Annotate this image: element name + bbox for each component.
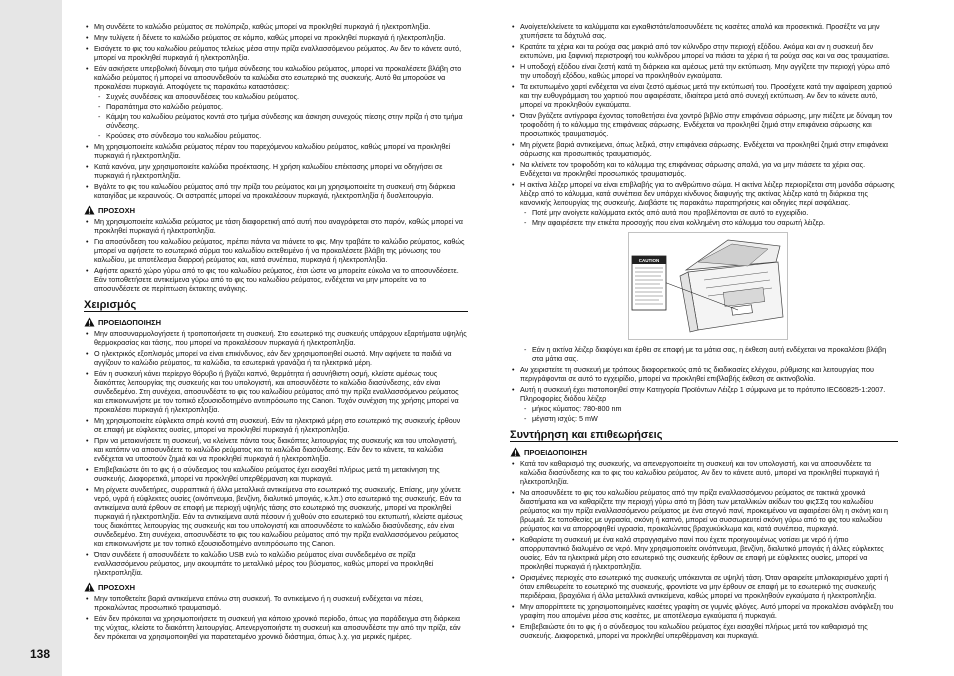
list-item: • Μη χρησιμοποιείτε καλώδια ρεύματος με τάση διαφορετική από αυτή που αναγράφεται στο παρόν, καθώς μπορεί να προκληθεί πυρκαγιά ή ηλεκτροπληξία. xyxy=(84,217,468,235)
sub-list-item: - μέγιστη ισχύς: 5 mW xyxy=(520,414,898,423)
list-item: • Ανοίγετε/κλείνετε τα καλύμματα και εγκαθιστάτε/αποσυνδέετε τις κασέτες απαλά και προσεκτικά. Προσέξτε να μην χτυπήσετε τα δάχτυλά σας. xyxy=(510,22,898,40)
left-column xyxy=(84,22,468,643)
right-column xyxy=(510,22,898,642)
page-number: 138 xyxy=(30,647,51,661)
warning-label xyxy=(84,317,468,327)
list-item: • Για αποσύνδεση του καλωδίου ρεύματος, πρέπει πάντα να πιάνετε το φις. Μην τραβάτε το καλώδιο ρεύματος, καθώς μπορεί να αφήσετε το εσωτερικό σύρμα του καλωδίου εκτεθειμένο ή να προκαλέσετε βλάβη της μόνωσης του καλωδίου, με αποτέλεσμα διαρροή ρεύματος και, κατά συνέπεια, πυρκαγιά ή ηλεκτροπληξία. xyxy=(84,237,468,264)
list-item: • Κατά τον καθαρισμό της συσκευής, να απενεργοποιείτε τη συσκευή και τον υπολογιστή, και να αποσυνδέετε τα καλώδια διασύνδεσης και το φις του καλωδίου ρεύματος. Αν δεν το κάνετε αυτό, μπορεί να προκληθεί πυρκαγιά ή ηλεκτροπληξία. xyxy=(510,459,898,486)
list-item: • Κατά κανόνα, μην χρησιμοποιείτε καλώδια προέκτασης. Η χρήση καλωδίου επέκτασης μπορεί να οδηγήσει σε πυρκαγιά ή ηλεκτροπληξία. xyxy=(84,162,468,180)
sub-list xyxy=(520,345,898,363)
warning-triangle-icon xyxy=(84,205,95,215)
list-item: • Μη χρησιμοποιείτε καλώδια ρεύματος πέραν του παρεχόμενου καλωδίου ρεύματος, καθώς μπορεί να προκληθεί πυρκαγιά ή ηλεκτροπληξία. xyxy=(84,142,468,160)
list-item xyxy=(510,180,898,363)
list-maintenance-warnings xyxy=(510,459,898,640)
sub-list-item: - Παραπάτημα στο καλώδιο ρεύματος. xyxy=(94,102,468,111)
list-item: • Όταν συνδέετε ή αποσυνδέετε το καλώδιο USB ενώ το καλώδιο ρεύματος είναι συνδεδεμένο σε πρίζα εναλλασσόμενου ρεύματος, μην ακουμπάτε το μεταλλικό μέρος του βύσματος, καθώς μπορεί να προκληθεί ηλεκτροπληξία. xyxy=(84,550,468,577)
list-handling-cautions xyxy=(510,22,898,423)
list-item: • Κρατάτε τα χέρια και τα ρούχα σας μακριά από τον κύλινδρο στην περιοχή εξόδου. Ακόμα και αν η συσκευή δεν εκτυπώνει, μια ξαφνική περιστροφή του κυλίνδρου μπορεί να πιάσει τα χέρια ή τα ρούχα σας και να σας τραυματίσει. xyxy=(510,42,898,60)
sub-list xyxy=(94,92,468,140)
caution-label-text: ΠΡΟΣΟΧΗ xyxy=(98,205,136,215)
sub-list xyxy=(520,208,898,227)
section-title-maintenance: Συντήρηση και επιθεωρήσεις xyxy=(510,431,898,442)
list-item: • Να αποσυνδέετε το φις του καλωδίου ρεύματος από την πρίζα εναλλασσόμενου ρεύματος σε τακτικά χρονικά διαστήματα και να καθαρίζετε την περιοχή γύρω από τη βάση των μεταλλικών ακίδων του φιςΣΣq του καλωδίου ρεύματος και την πρίζα εναλλασσόμενου ρεύματος με ένα στεγνό πανί, προκειμένου να αφαιρέσει όλη η σκόνη και η βρωμιά. Σε τοποθεσίες με υγρασία, σκόνη ή καπνό, μπορεί να συσσωρευτεί σκόνη γύρω από το φις του καλωδίου ρεύματος και να απορροφηθεί υγρασία, προκαλώντας βραχυκύκλωμα και, κατά συνέπεια, πυρκαγιά. xyxy=(510,488,898,533)
printer-laser-label-figure xyxy=(628,232,788,340)
list-item: • Όταν βγάζετε αντίγραφα έχοντας τοποθετήσει ένα χοντρό βιβλίο στην επιφάνεια σάρωσης, μην πιέζετε με δύναμη τον τροφοδότη ή το κάλυμμα της επιφάνειας σάρωσης. Ενδέχεται να προκληθεί ζημιά στην επιφάνεια σάρωσης και προσωπικός τραυματισμός. xyxy=(510,111,898,138)
list-item: • Εάν δεν πρόκειται να χρησιμοποιήσετε τη συσκευή για κάποιο χρονικό περίοδο, όπως για παράδειγμα στη διάρκεια της νύχτας, κλείστε το διακόπτη λειτουργίας. Απενεργοποιήστε τη συσκευή και αποσυνδέστε την από την πρίζα, εάν δεν πρόκειται να χρησιμοποιηθεί για παρατεταμένο χρονικό διάστημα, όπως λ.χ. για μερικές ημέρες. xyxy=(84,614,468,641)
list-item: • Μη χρησιμοποιείτε εύφλεκτα σπρέι κοντά στη συσκευή. Εάν τα ηλεκτρικά μέρη στο εσωτερικό της συσκευής έρθουν σε επαφή με εύφλεκτες ουσίες, μπορεί να προκληθεί πυρκαγιά ή ηλεκτροπληξία. xyxy=(84,416,468,434)
list-item xyxy=(84,64,468,140)
list-caution-handling xyxy=(84,594,468,641)
list-item: • Μη ρίχνετε βαριά αντικείμενα, όπως λεξικά, στην επιφάνεια σάρωσης. Ενδέχεται να προκληθεί ζημιά στην επιφάνεια σάρωσης και προσωπικός τραυματισμός. xyxy=(510,140,898,158)
list-item: • Αφήστε αρκετό χώρο γύρω από το φις του καλωδίου ρεύματος, έτσι ώστε να μπορείτε εύκολα να το αποσυνδέσετε. Εάν τοποθετήσετε αντικείμενα γύρω από το φις του καλωδίου ρεύματος, ενδέχεται να μην μπορείτε να το αποσυνδέσετε σε περίπτωση έκτακτης ανάγκης. xyxy=(84,266,468,293)
list-item-text: Εάν ασκήσετε υπερβολική δύναμη στο τμήμα σύνδεσης του καλωδίου ρεύματος, μπορεί να προκαλέσετε βλάβη στο καλώδιο ρεύματος ή μπορεί να αποσυνδεθούν τα καλώδια στο εσωτερικό της συσκευής. Αυτό θα μπορούσε να προκαλέσει πυρκαγιά. Αποφύγετε τις παρακάτω καταστάσεις: xyxy=(94,64,462,91)
list-item: • Να κλείνετε τον τροφοδότη και το κάλυμμα της επιφάνειας σάρωσης απαλά, για να μην πιάσετε τα χέρια σας. Ενδέχεται να προκληθεί προσωπικός τραυματισμός. xyxy=(510,160,898,178)
list-item: • Ορισμένες περιοχές στο εσωτερικό της συσκευής υπόκεινται σε υψηλή τάση. Όταν αφαιρείτε μπλοκαρισμένο χαρτί ή όταν επιθεωρείτε το εσωτερικό της συσκευής, φροντίστε να μην έρθουν σε επαφή με το εσωτερικό της συσκευής περιδέραια, βραχιόλια ή άλλα μεταλλικά αντικείμενα, καθώς μπορεί να προκληθούν εγκαύματα ή ηλεκτροπληξία. xyxy=(510,573,898,600)
sub-list-item: - Συχνές συνδέσεις και αποσυνδέσεις του καλωδίου ρεύματος. xyxy=(94,92,468,101)
page-side-bar xyxy=(0,0,62,676)
warning-triangle-icon xyxy=(84,317,95,327)
section-title-handling: Χειρισμός xyxy=(84,301,468,312)
list-item: • Τα εκτυπωμένο χαρτί ενδέχεται να είναι ζεστό αμέσως μετά την εκτύπωσή του. Προσέχετε κατά την αφαίρεση χαρτιού και την ευθυγράμμιση του χαρτιού που αφαιρέσατε, ιδιαίτερα μετά από συνεχή εκτύπωση. Αν δεν το κάνετε αυτό, μπορεί να προκληθούν εγκαύματα. xyxy=(510,82,898,109)
sub-list-item: - Κρούσεις στο σύνδεσμο του καλωδίου ρεύματος. xyxy=(94,131,468,140)
figure-caution-label: CAUTION xyxy=(638,258,660,263)
list-item: • Η υποδοχή εξόδου είναι ζεστή κατά τη διάρκεια και αμέσως μετά την εκτύπωση. Μην αγγίζετε την περιοχή γύρω από την υποδοχή εξόδου, καθώς μπορεί να προκληθούν εγκαύματα. xyxy=(510,62,898,80)
warning-triangle-icon xyxy=(510,447,521,457)
list-item: • Επιβεβαιώστε ότι το φις ή ο σύνδεσμος του καλωδίου ρεύματος έχει εισαχθεί πλήρως μετά τη μετακίνηση της συσκευής. Διαφορετικά, μπορεί να προκληθεί υπερθέρμανση και πυρκαγιά. xyxy=(84,465,468,483)
list-item: • Μην αποσυναρμολογήσετε ή τροποποιήσετε τη συσκευή. Στο εσωτερικό της συσκευής υπάρχουν εξαρτήματα υψηλής θερμοκρασίας και τάσης, που μπορεί να προκαλέσουν πυρκαγιά ή ηλεκτροπληξία. xyxy=(84,329,468,347)
list-item: • Καθαρίστε τη συσκευή με ένα καλά στραγγισμένο πανί που έχετε προηγουμένως νοτίσει με νερό ή ήπιο απορρυπαντικό διαλυμένο σε νερό. Μην χρησιμοποιείτε οινόπνευμα, βενζίνη, διαλυτικό μπογιάς ή άλλες εύφλεκτες ουσίες. Εάν τα ηλεκτρικά μέρη στο εσωτερικό της συσκευής έρθουν σε επαφή με εύφλεκτες ουσίες, μπορεί να προκληθεί πυρκαγιά ή ηλεκτροπληξία. xyxy=(510,535,898,571)
list-item: • Μην τοποθετείτε βαριά αντικείμενα επάνω στη συσκευή. Το αντικείμενο ή η συσκευή ενδέχεται να πέσει, προκαλώντας προσωπικό τραυματισμό. xyxy=(84,594,468,612)
list-power-cord-warnings xyxy=(84,22,468,200)
list-handling-warnings xyxy=(84,329,468,577)
caution-label-text: ΠΡΟΣΟΧΗ xyxy=(98,582,136,592)
sub-list xyxy=(520,404,898,423)
list-item: • Μην τυλίγετε ή δένετε το καλώδιο ρεύματος σε κόμπο, καθώς μπορεί να προκληθεί πυρκαγιά ή ηλεκτροπληξία. xyxy=(84,33,468,42)
sub-list-item: - Κάμψη του καλωδίου ρεύματος κοντά στο τμήμα σύνδεσης και άσκηση συνεχούς πίεσης στην πρίζα ή στο τμήμα σύνδεσης. xyxy=(94,112,468,130)
list-item: • Πριν να μετακινήσετε τη συσκευή, να κλείνετε πάντα τους διακόπτες λειτουργίας της συσκευής και του υπολογιστή, και κατόπιν να αποσυνδέετε το καλώδιο ρεύματος και τα καλώδια διασύνδεσης. Εάν δεν το κάνετε, τα καλώδια ενδέχεται να υποστούν ζημιά και να προκληθεί πυρκαγιά ή ηλεκτροπληξία. xyxy=(84,436,468,463)
list-item: • Βγάλτε το φις του καλωδίου ρεύματος από την πρίζα του ρεύματος και μη χρησιμοποιείτε τη συσκευή στη διάρκεια καταιγίδας με κεραυνούς. Οι αστραπές μπορεί να προκαλέσουν πυρκαγιά, ηλεκτροπληξία ή δυσλειτουργία. xyxy=(84,182,468,200)
sub-list-item: - Μην αφαιρέσετε την ετικέτα προσοχής που είναι κολλημένη στο κάλυμμα του σαρωτή λέιζερ. xyxy=(520,218,898,227)
list-item: • Μη συνδέετε το καλώδιο ρεύματος σε πολύπριζο, καθώς μπορεί να προκληθεί πυρκαγιά ή ηλεκτροπληξία. xyxy=(84,22,468,31)
warning-triangle-icon xyxy=(84,582,95,592)
sub-list-item: - μήκος κύματος: 780-800 nm xyxy=(520,404,898,413)
list-item-text: Η ακτίνα λέιζερ μπορεί να είναι επιβλαβής για το ανθρώπινο σώμα. Η ακτίνα λέιζερ περιορίζεται στη μονάδα σάρωσης λέιζερ από το κάλυμμα, κατά συνέπεια δεν υπάρχει κίνδυνος διαφυγής της ακτίνας λέιζερ κατά τη διάρκεια της κανονικής λειτουργίας της συσκευής. Διαβάστε τις παρακάτω παρατηρήσεις και οδηγίες περί ασφάλειας. xyxy=(520,180,895,207)
sub-list-item: - Ποτέ μην ανοίγετε καλύμματα εκτός από αυτά που προβλέπονται σε αυτό το εγχειρίδιο. xyxy=(520,208,898,217)
list-item: • Αν χειριστείτε τη συσκευή με τρόπους διαφορετικούς από τις διαδικασίες ελέγχου, ρύθμισης και λειτουργίας που περιγράφονται σε αυτό το εγχειρίδιο, μπορεί να προκληθεί επιβλαβής έκθεση σε ακτινοβολία. xyxy=(510,365,898,383)
warning-label-text: ΠΡΟΕΙΔΟΠΟΙΗΣΗ xyxy=(98,317,162,327)
list-item xyxy=(510,385,898,423)
list-item: • Εάν η συσκευή κάνει περίεργο θόρυβο ή βγάζει καπνό, θερμότητα ή ασυνήθιστη οσμή, κλείστε αμέσως τους διακόπτες λειτουργίας της συσκευής και του υπολογιστή, και αποσυνδέστε το καλώδιο διασύνδεσης, εάν είναι συνδεδεμένο. Στη συνέχεια, αποσυνδέστε το φις του καλωδίου ρεύματος από την πρίζα εναλλασσόμενου ρεύματος και επικοινωνήστε με τον τοπικό εξουσιοδοτημένο αντιπρόσωπο της Canon. Τυχόν συνέχιση της χρήσης μπορεί να προκαλέσει πυρκαγιά ή ηλεκτροπληξία. xyxy=(84,369,468,414)
caution-label xyxy=(84,582,468,592)
list-item: • Μη ρίχνετε συνδετήρες, συρραπτικά ή άλλα μεταλλικά αντικείμενα στο εσωτερικό της συσκευής. Επίσης, μην χύνετε νερό, υγρά ή εύφλεκτες ουσίες (οινόπνευμα, βενζίνη, διαλυτικό μπογιάς, κ.λπ.) στο εσωτερικό της συσκευής. Εάν τα αντικείμενα αυτά έρθουν σε επαφή με περιοχή υψηλής τάσης στο εσωτερικό της συσκευής, μπορεί να προκληθεί πυρκαγιά ή ηλεκτροπληξία. Εάν τα αντικείμενα αυτά πέσουν ή χυθούν στο εσωτερικό του εκτυπωτή, κλείστε αμέσως τους διακόπτες λειτουργίας της συσκευής και του υπολογιστή και αποσυνδέστε το καλώδιο διασύνδεσης, εάν είναι συνδεδεμένο. Στη συνέχεια, αποσυνδέστε το φις του καλωδίου ρεύματος από την πρίζα εναλλασσόμενου ρεύματος και επικοινωνήστε με τον τοπικό εξουσιοδοτημένο αντιπρόσωπο της Canon. xyxy=(84,485,468,548)
list-item: • Επιβεβαιώστε ότι το φις ή ο σύνδεσμος του καλωδίου ρεύματος έχει εισαχθεί πλήρως μετά τον καθαρισμό της συσκευής. Διαφορετικά, μπορεί να προκληθεί υπερθέρμανση και πυρκαγιά. xyxy=(510,622,898,640)
list-caution-power xyxy=(84,217,468,293)
printer-illustration xyxy=(628,232,788,340)
list-item: • Εισάγετε το φις του καλωδίου ρεύματος τελείως μέσα στην πρίζα εναλλασσόμενου ρεύματος. Αν δεν το κάνετε αυτό, μπορεί να προκληθεί πυρκαγιά ή ηλεκτροπληξία. xyxy=(84,44,468,62)
list-item: • Ο ηλεκτρικός εξοπλισμός μπορεί να είναι επικίνδυνος, εάν δεν χρησιμοποιηθεί σωστά. Μην αφήνετε τα παιδιά να αγγίζουν το καλώδιο ρεύματος, τα καλώδια, τα εσωτερικά γρανάζια ή τα ηλεκτρικά μέρη. xyxy=(84,349,468,367)
warning-label-text: ΠΡΟΕΙΔΟΠΟΙΗΣΗ xyxy=(524,447,588,457)
list-item-text: Αυτή η συσκευή έχει πιστοποιηθεί στην Κατηγορία Προϊόντων Λέιζερ 1 σύμφωνα με το πρότυπο IEC60825-1:2007. Πληροφορίες διόδου λέιζερ xyxy=(520,385,886,403)
list-item: • Μην απορρίπτετε τις χρησιμοποιημένες κασέτες γραφίτη σε γυμνές φλόγες. Αυτό μπορεί να προκαλέσει ανάφλεξη του γραφίτη που απομένει μέσα στις κασέτες, με αποτέλεσμα εγκαύματα ή πυρκαγιά. xyxy=(510,602,898,620)
sub-list-item: - Εάν η ακτίνα λέιζερ διαφύγει και έρθει σε επαφή με τα μάτια σας, η έκθεση αυτή ενδέχεται να προκαλέσει βλάβη στα μάτια σας. xyxy=(520,345,898,363)
caution-label xyxy=(84,205,468,215)
warning-label xyxy=(510,447,898,457)
